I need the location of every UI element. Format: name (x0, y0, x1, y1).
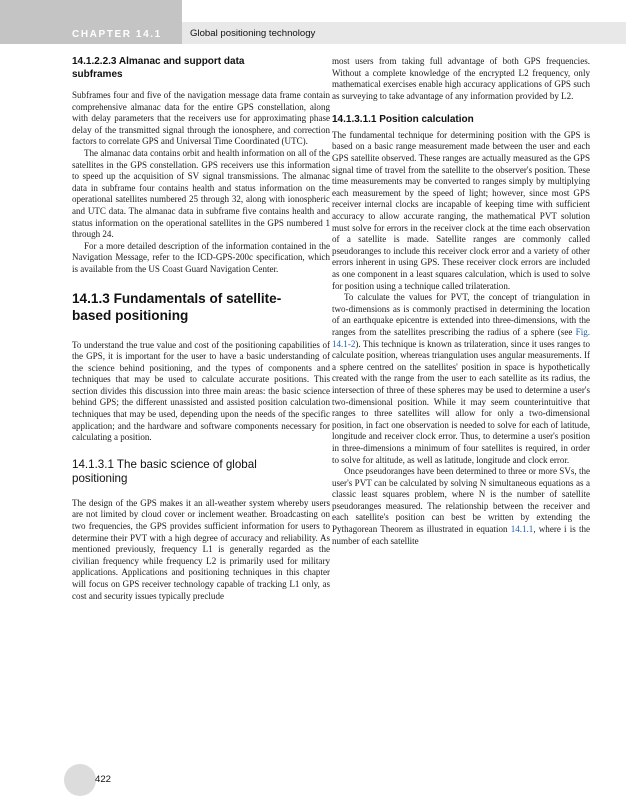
chapter-tab (0, 0, 182, 44)
least-squares-text-a: Once pseudoranges have been determined to three or more SVs, the user's PVT can be calculated by solving N simultaneous equations as a classic least squares problem, where N is the number of satellite pseudoranges measured. The relationship between the receiver and each satellite's position can best be written by extending the Pythagorean Theorem as illustrated in equation (332, 466, 590, 535)
chapter-label: CHAPTER 14.1 (72, 29, 162, 40)
running-header-title: Global positioning technology (190, 28, 316, 39)
paragraph-frequencies: most users from taking full advantage of both GPS frequencies. Without a complete knowledge of the encrypted L2 frequency, only mathematical exercises enable high accuracy applications of GPS such as surveying to take advantage of any information provided by L2. (332, 56, 590, 101)
heading-basic-science: 14.1.3.1 The basic science of global positioning (72, 457, 257, 486)
heading-almanac: 14.1.2.2.3 Almanac and support data subframes (72, 56, 245, 80)
paragraph-gps-design: The design of the GPS makes it an all-weather system whereby users are not limited by cloud cover or inclement weather. Broadcasting on two frequencies, the GPS provides sufficient information for users to determine their PVT with a high degree of accuracy and reliability. As mentioned previously, frequency L1 is generally regarded as the civilian frequency while frequency L2 is primarily used for military applications. Applications and positioning techniques in this chapter will focus on GPS receiver technology capable of tracking L1 only, as cost and security issues typically preclude (72, 497, 330, 601)
heading-fundamentals: 14.1.3 Fundamentals of satellite-based positioning (72, 290, 282, 323)
left-column (72, 56, 330, 602)
paragraph-almanac-data: The almanac data contains orbit and health information on all of the satellites in the GPS constellation. GPS receivers use this information to speed up the acquisition of SV signal transmissions. The almanac data in subframe four contains health and status information on the operational satellites numbered 25 through 32, along with ionospheric and UTC data. The almanac data in subframe five contains health and status information on the operational satellites in the GPS numbered 1 through 24. (72, 147, 330, 240)
page-number-badge (64, 764, 96, 796)
right-column (332, 56, 590, 547)
trilateration-text-b: ). This technique is known as trilateration, since it uses ranges to calculate position, whereas triangulation uses angular measurements. If a sphere centred on the satellites' position in space is hypothetically created with the range from the user to each satellite as its radius, the intersection of three of these spheres may be used to determine a user's two-dimensional position. While it may seem counterintuitive that ranges to three satellites will allow for only a two-dimensional position, in fact one observation is needed to solve for each of latitude, longitude and receiver clock error. Thus, to determine a user's position in three-dimensions a minimum of four satellites is required, in order to solve for altitude, as well as latitude, longitude and clock error. (332, 338, 590, 465)
figure-link[interactable]: Fig. 14.1-2 (332, 326, 590, 349)
trilateration-text-a: To calculate the values for PVT, the concept of triangulation in two-dimensions as is commonly practised in determining the location of an earthquake epicentre is extended into three-dimensions, with the ranges from the satellites prescribing the radius of a sphere (see (332, 292, 590, 337)
paragraph-range-measurement: The fundamental technique for determining position with the GPS is based on a basic range measurement made between the user and each GPS satellite observed. These ranges are actually measured as the GPS signal time of travel from the satellite to the observer's position. These time measurements may be converted to ranges simply by multiplying each measurement by the speed of light; however, since most GPS receiver internal clocks are incapable of keeping time with sufficient accuracy to allow accurate ranging, the mathematical PVT solution must solve for errors in the receiver clock at the time each observation of a satellite is made. Satellite ranges are commonly called pseudoranges to include this receiver clock error and a variety of other errors inherent in using GPS. These receiver clock errors are included as one component in a least squares calculation, which is used to solve for position using a technique called trilateration. (332, 129, 590, 291)
running-header (182, 22, 626, 44)
paragraph-fundamentals: To understand the true value and cost of the positioning capabilities of the GPS, it is important for the user to have a basic understanding of the science behind positioning, and the types of components and techniques that may be used to calculate accurate positions. This section divides this discussion into three main areas: the basic science behind GPS; the different unassisted and assisted position calculation techniques that may be used, depending upon the needs of the specific application; and the hardware and software components necessary for calculating a position. (72, 339, 330, 443)
page-number: 422 (95, 774, 112, 785)
paragraph-trilateration (332, 292, 590, 466)
paragraph-least-squares (332, 466, 590, 547)
heading-position-calculation: 14.1.3.1.1 Position calculation (332, 114, 474, 126)
equation-link[interactable]: 14.1.1 (510, 524, 534, 535)
least-squares-text-b: , where i is the number of each satellite (332, 524, 591, 546)
paragraph-subframes: Subframes four and five of the navigation message data frame contain comprehensive almanac data for the entire GPS constellation, along with delay parameters that the receivers use for approximating phase delay of the transmitted signal through the ionosphere, and correction factors to correlate GPS and Universal Time Coordinated (UTC). (72, 90, 330, 147)
paragraph-icd-reference: For a more detailed description of the information contained in the Navigation Message, refer to the ICD-GPS-200c specification, which is available from the US Coast Guard Navigation Center. (72, 240, 330, 274)
